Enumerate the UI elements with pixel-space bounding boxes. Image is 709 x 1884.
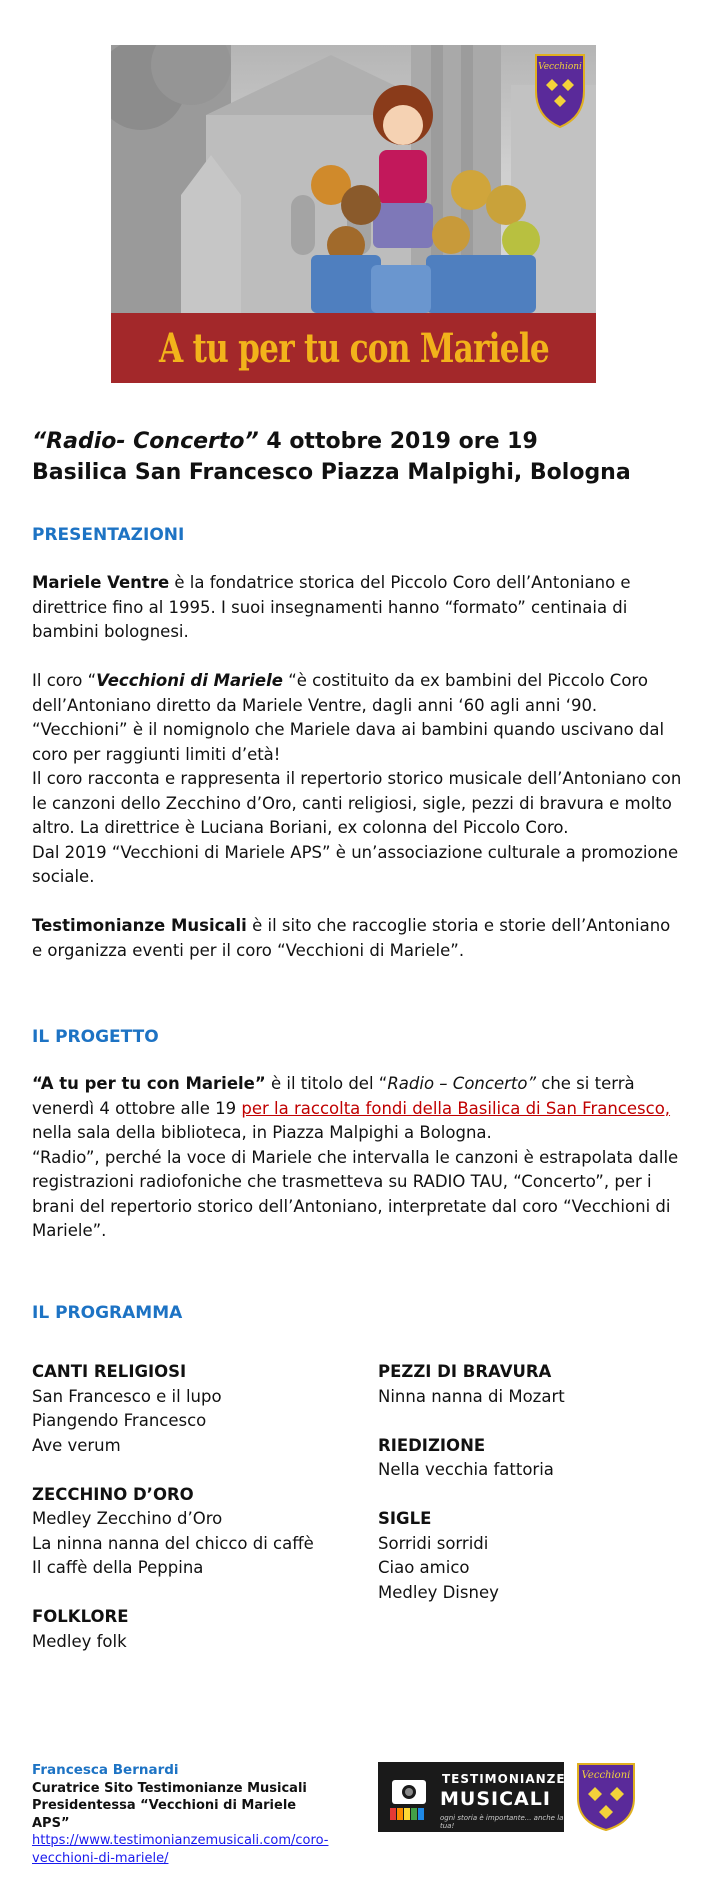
- progetto-paragraph-2: “Radio”, perché la voce di Mariele che intervalla le canzoni è estrapolata dalle registrazioni radiofoniche che trasmetteva su RADIO TAU, “Concerto”, per i brani del repertorio storico dell’Antoniano, interpretate dal coro “Vecchioni di Mariele”.: [32, 1147, 679, 1240]
- event-title-italic: “Radio- Concerto”: [32, 429, 259, 454]
- progetto-paragraph-1: [32, 1072, 682, 1146]
- svg-text:Vecchioni: Vecchioni: [581, 1770, 631, 1781]
- author-role-2: Presidentessa “Vecchioni di Mariele APS”: [32, 1798, 297, 1831]
- presentazioni-p2-start: Il coro “: [32, 671, 97, 690]
- logo-line-1: TESTIMONIANZE: [442, 1772, 566, 1786]
- mariele-ventre-bold: Mariele Ventre: [32, 573, 170, 592]
- program-item: Medley Disney: [378, 1582, 499, 1602]
- hero-image: [111, 45, 596, 383]
- presentazioni-paragraph-1: [32, 571, 682, 645]
- choir-illustration: [111, 45, 596, 313]
- program-item: Ciao amico: [378, 1558, 470, 1577]
- hero-banner: [111, 313, 596, 383]
- svg-text:Vecchioni: Vecchioni: [538, 62, 582, 72]
- presentazioni-heading: PRESENTAZIONI: [32, 525, 185, 545]
- progetto-p1-italic: Radio – Concerto”: [387, 1074, 536, 1093]
- event-venue: Basilica San Francesco Piazza Malpighi, Bologna: [32, 460, 631, 485]
- website-link-line-1: https://www.testimonianzemusicali.com/coro-: [32, 1833, 329, 1848]
- program-item: Il caffè della Peppina: [32, 1558, 204, 1577]
- presentazioni-p2-text: “è costituito da ex bambini del Piccolo Coro dell’Antoniano diretto da Mariele Ventre, dagli anni ‘60 agli anni ‘90.: [32, 671, 648, 715]
- event-title: [32, 426, 682, 488]
- presentazioni-paragraph-2: [32, 669, 682, 718]
- program-item: Medley Zecchino d’Oro: [32, 1509, 223, 1528]
- vecchioni-crest-footer: [574, 1762, 638, 1832]
- program-category: ZECCHINO D’ORO: [32, 1484, 194, 1504]
- presentazioni-paragraph-5: Dal 2019 “Vecchioni di Mariele APS” è un’associazione culturale a promozione sociale.: [32, 842, 679, 886]
- progetto-p1-mid: è il titolo del “: [265, 1074, 388, 1093]
- progetto-p1-after: che si terrà venerdì 4 ottobre alle 19: [32, 1074, 635, 1118]
- church-and-children-drawing: [111, 45, 596, 313]
- progetto-p1-end: nella sala della biblioteca, in Piazza Malpighi a Bologna.: [32, 1123, 492, 1142]
- presentazioni-p1-text: è la fondatrice storica del Piccolo Coro dell’Antoniano e direttrice fino al 1995. I suoi insegnamenti hanno “formato” centinaia di bambini bolognesi.: [32, 573, 631, 641]
- progetto-section: [32, 1072, 682, 1244]
- program-category: PEZZI DI BRAVURA: [378, 1362, 552, 1381]
- event-title-date: 4 ottobre 2019 ore 19: [258, 429, 538, 454]
- program-category: CANTI RELIGIOSI: [32, 1362, 187, 1381]
- program-item: Piangendo Francesco: [32, 1411, 207, 1430]
- website-link-line-2: vecchioni-di-mariele/: [32, 1850, 169, 1866]
- presentazioni-paragraph-4: Il coro racconta e rappresenta il repertorio storico musicale dell’Antoniano con le canzoni dello Zecchino d’Oro, canti religiosi, sigle, pezzi di bravura e molto altro. La direttrice è Luciana Boriani, ex colonna del Piccolo Coro.: [32, 769, 682, 837]
- progetto-title-bold: “A tu per tu con Mariele”: [32, 1074, 266, 1093]
- logo-line-2: MUSICALI: [440, 1788, 551, 1810]
- programma-left-column: [32, 1360, 362, 1654]
- author-role-1: Curatrice Sito Testimonianze Musicali: [32, 1780, 307, 1796]
- website-link[interactable]: [32, 1833, 328, 1866]
- author-name: Francesca Bernardi: [32, 1762, 179, 1778]
- program-item: Ninna nanna di Mozart: [378, 1386, 565, 1406]
- hero-banner-title: A tu per tu con Mariele: [158, 324, 549, 372]
- testimonianze-musicali-logo: [378, 1762, 564, 1832]
- testimonianze-bold: Testimonianze Musicali: [32, 916, 247, 935]
- presentazioni-paragraph-6: [32, 914, 682, 963]
- program-item: Nella vecchia fattoria: [378, 1460, 554, 1479]
- programma-heading: IL PROGRAMMA: [32, 1303, 183, 1323]
- program-item: Medley folk: [32, 1631, 127, 1651]
- progetto-heading: IL PROGETTO: [32, 1027, 159, 1047]
- program-category: RIEDIZIONE: [378, 1435, 486, 1455]
- vecchioni-bold: Vecchioni di Mariele: [96, 671, 283, 690]
- signature-block: [32, 1762, 332, 1867]
- program-item: San Francesco e il lupo: [32, 1386, 222, 1406]
- presentazioni-p6-text: è il sito che raccoglie storia e storie dell’Antoniano e organizza eventi per il coro “Vecchioni di Mariele”.: [32, 916, 671, 960]
- programma-right-column: [378, 1360, 708, 1605]
- program-item: La ninna nanna del chicco di caffè: [32, 1533, 314, 1553]
- program-category: SIGLE: [378, 1509, 432, 1528]
- camera-icon: [378, 1762, 438, 1832]
- program-item: Sorridi sorridi: [378, 1533, 489, 1553]
- fundraising-link[interactable]: per la raccolta fondi della Basilica di San Francesco,: [241, 1098, 671, 1118]
- event-date-line: [32, 426, 682, 457]
- vecchioni-crest: [536, 55, 584, 127]
- presentazioni-section: [32, 571, 682, 963]
- program-item: Ave verum: [32, 1435, 121, 1455]
- presentazioni-paragraph-3: “Vecchioni” è il nomignolo che Mariele dava ai bambini quando uscivano dal coro per raggiunti limiti d’età!: [32, 720, 665, 764]
- logo-tagline: ogni storia è importante... anche la tua!: [440, 1814, 564, 1830]
- program-category: FOLKLORE: [32, 1607, 129, 1626]
